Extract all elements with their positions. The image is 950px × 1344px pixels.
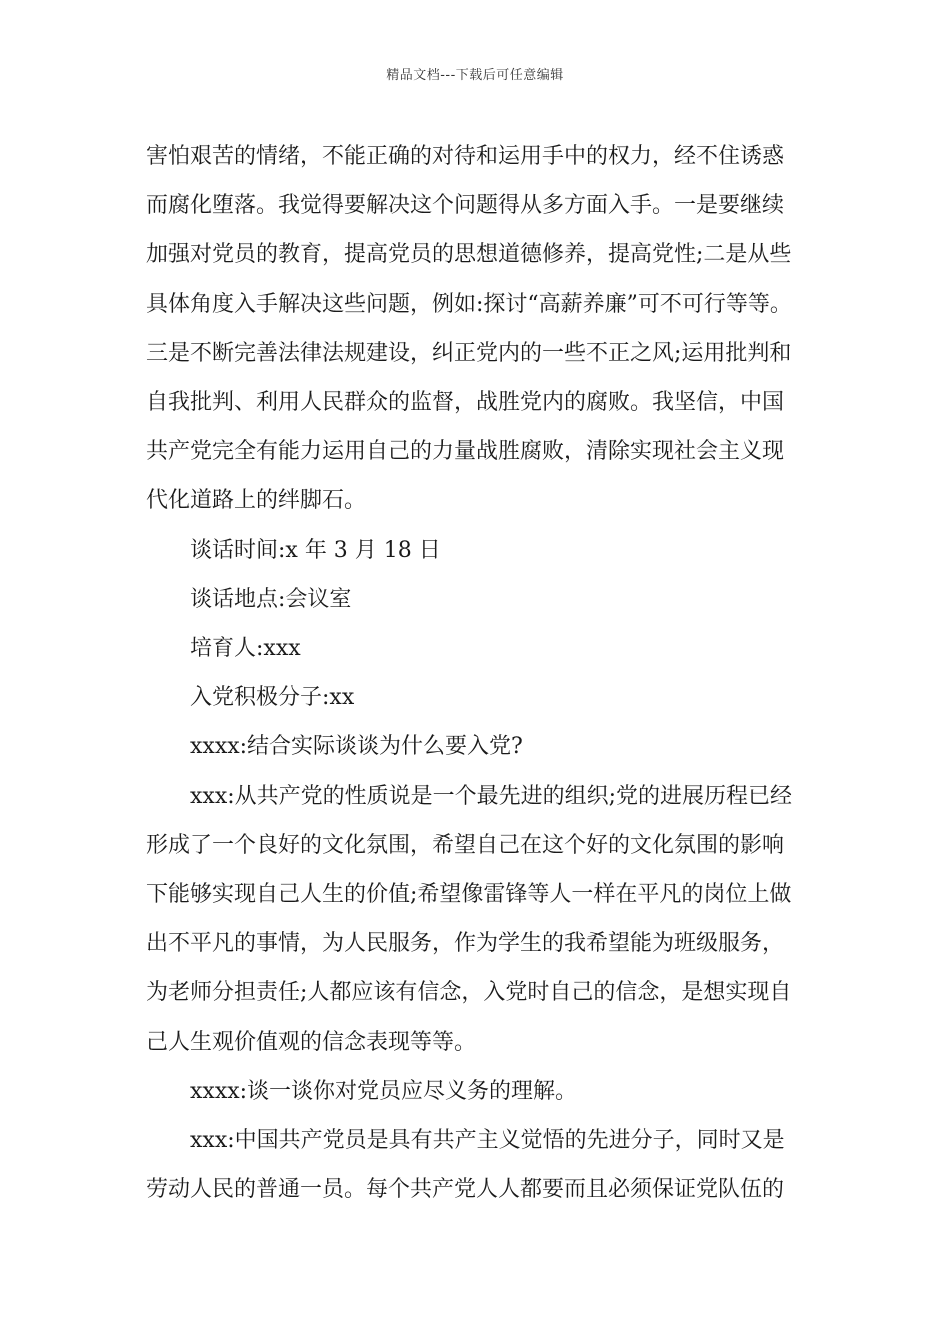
text-line: 出不平凡的事情，为人民服务，作为学生的我希望能为班级服务， bbox=[146, 931, 785, 957]
text-line: 入党积极分子:xx bbox=[190, 685, 355, 711]
text-line: 自我批判、利用人民群众的监督，战胜党内的腐败。我坚信，中国 bbox=[146, 390, 785, 416]
text-line: xxxx:结合实际谈谈为什么要入党? bbox=[190, 734, 523, 760]
text-line: 共产党完全有能力运用自己的力量战胜腐败，清除实现社会主义现 bbox=[146, 439, 785, 465]
text-line: 三是不断完善法律法规建设，纠正党内的一些不正之风;运用批判和 bbox=[146, 340, 792, 366]
text-line: 具体角度入手解决这些问题，例如:探讨“高薪养廉”可不可行等等。 bbox=[146, 291, 792, 317]
text-line: xxx:中国共产党员是具有共产主义觉悟的先进分子，同时又是 bbox=[190, 1128, 785, 1154]
text-line: 下能够实现自己人生的价值;希望像雷锋等人一样在平凡的岗位上做 bbox=[146, 882, 792, 908]
text-line: 为老师分担责任;人都应该有信念，入党时自己的信念，是想实现自 bbox=[146, 980, 792, 1006]
text-line: xxxx:谈一谈你对党员应尽义务的理解。 bbox=[190, 1078, 578, 1104]
text-line: 己人生观价值观的信念表现等等。 bbox=[146, 1029, 477, 1055]
text-line: 劳动人民的普通一员。每个共产党人人都要而且必须保证党队伍的 bbox=[146, 1177, 785, 1203]
text-line: 形成了一个良好的文化氛围，希望自己在这个好的文化氛围的影响 bbox=[146, 832, 785, 858]
text-line: 培育人:xxx bbox=[190, 636, 301, 662]
page-header: 精品文档---下载后可任意编辑 bbox=[386, 68, 564, 83]
text-line: 加强对党员的教育，提高党员的思想道德修养，提高党性;二是从些 bbox=[146, 242, 792, 268]
text-line: 害怕艰苦的情绪，不能正确的对待和运用手中的权力，经不住诱惑 bbox=[146, 144, 785, 169]
text-line: 而腐化堕落。我觉得要解决这个问题得从多方面入手。一是要继续 bbox=[146, 193, 785, 219]
text-line: xxx:从共产党的性质说是一个最先进的组织;党的进展历程已经 bbox=[190, 783, 793, 809]
text-line: 谈话时间:x 年 3 月 18 日 bbox=[190, 537, 441, 563]
text-line: 谈话地点:会议室 bbox=[190, 586, 352, 612]
document-body bbox=[146, 132, 816, 1214]
text-line: 代化道路上的绊脚石。 bbox=[146, 488, 367, 514]
